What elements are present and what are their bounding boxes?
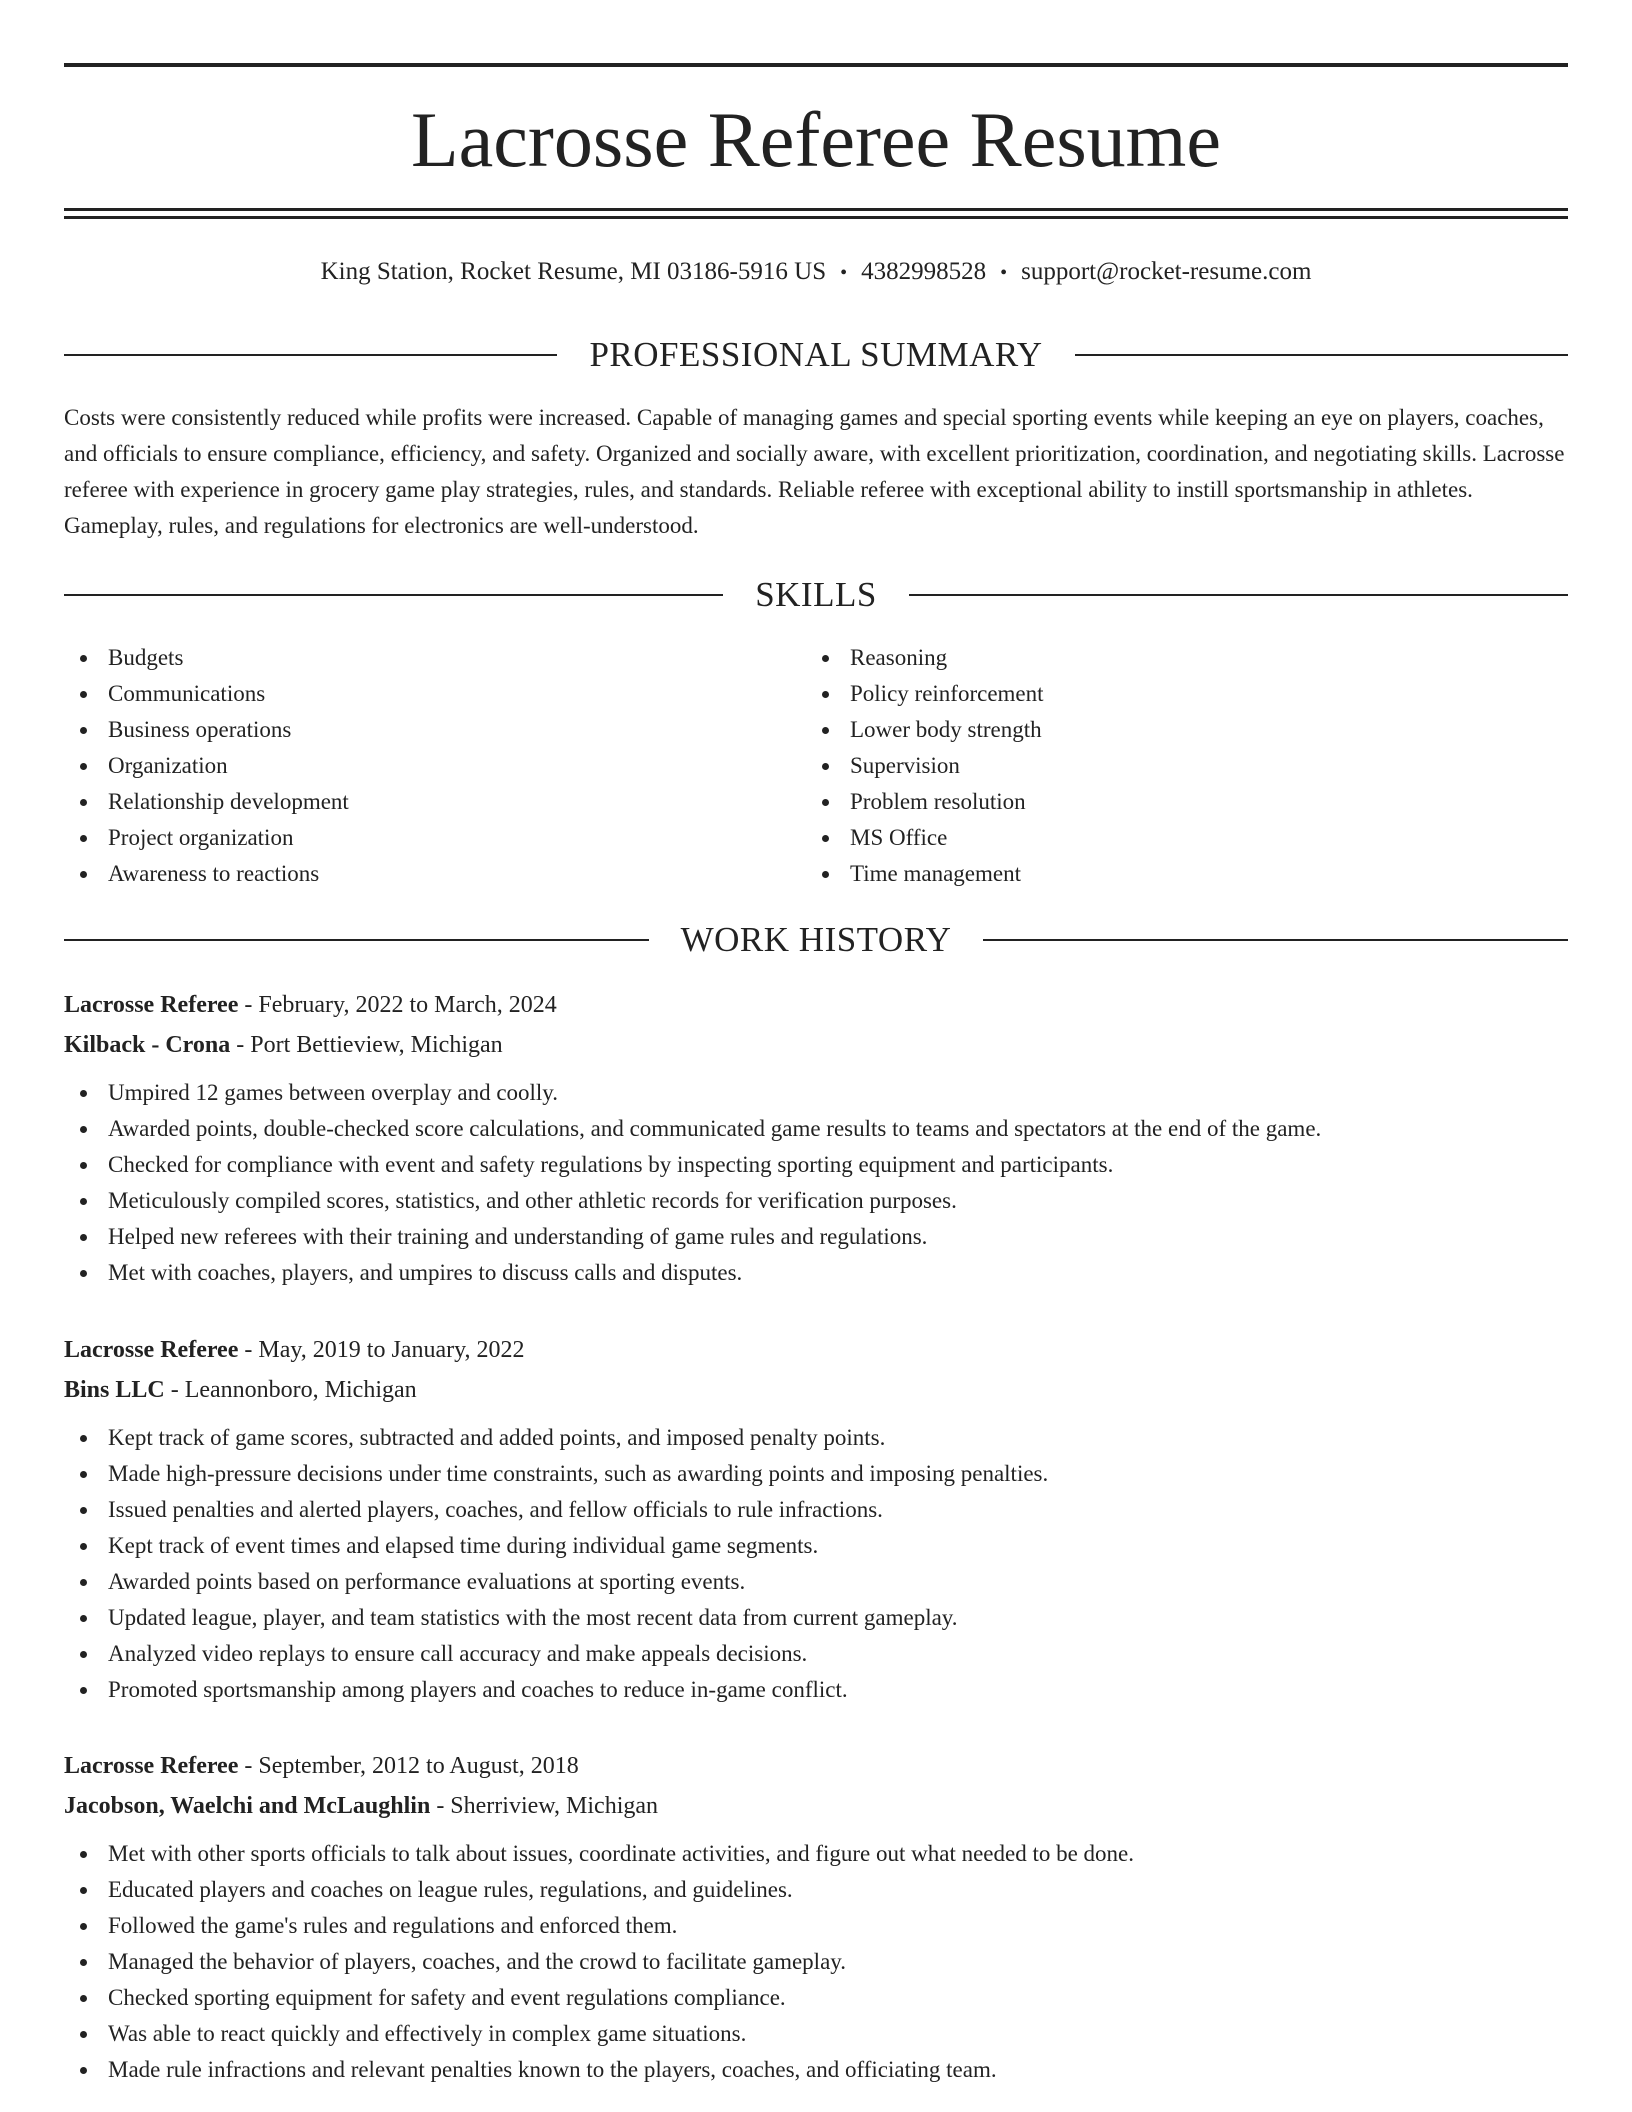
resume-title: Lacrosse Referee Resume	[411, 96, 1221, 183]
job-duty: Checked for compliance with event and safety regulations by inspecting sporting equipment and participants.	[64, 1147, 1568, 1183]
skills-column-right	[806, 640, 1548, 892]
heading-rule-left	[64, 354, 557, 356]
job-duty: Awarded points based on performance evaluations at sporting events.	[64, 1564, 1568, 1600]
job-duty: Analyzed video replays to ensure call accuracy and make appeals decisions.	[64, 1636, 1568, 1672]
skill-item: MS Office	[806, 820, 1548, 856]
summary-heading-label: PROFESSIONAL SUMMARY	[589, 335, 1043, 374]
contact-address: King Station, Rocket Resume, MI 03186-5916 US	[320, 258, 827, 285]
job-entry	[64, 1330, 1568, 1708]
job-duty: Educated players and coaches on league rules, regulations, and guidelines.	[64, 1872, 1568, 1908]
job-title: Lacrosse Referee	[64, 1753, 239, 1779]
contact-line	[64, 254, 1568, 290]
job-entry	[64, 985, 1568, 1291]
job-location: - Sherriview, Michigan	[430, 1793, 659, 1819]
skill-item: Organization	[64, 748, 806, 784]
skill-item: Time management	[806, 856, 1548, 892]
skills-list	[64, 640, 1568, 892]
job-company-line	[64, 1025, 1568, 1065]
job-company-line	[64, 1786, 1568, 1826]
skill-item: Supervision	[806, 748, 1548, 784]
contact-separator: •	[1000, 262, 1008, 284]
skill-item: Lower body strength	[806, 712, 1548, 748]
contact-email: support@rocket-resume.com	[1021, 258, 1312, 285]
job-title: Lacrosse Referee	[64, 992, 239, 1018]
job-duties	[64, 1420, 1568, 1708]
heading-rule-left	[64, 594, 723, 596]
work-history-heading-label: WORK HISTORY	[680, 920, 952, 959]
title-rule-lower	[64, 216, 1568, 219]
job-duty: Managed the behavior of players, coaches, and the crowd to facilitate gameplay.	[64, 1944, 1568, 1980]
job-company-line	[64, 1370, 1568, 1410]
skill-item: Policy reinforcement	[806, 676, 1548, 712]
job-title-line	[64, 985, 1568, 1025]
job-duty: Made rule infractions and relevant penalties known to the players, coaches, and officiating team.	[64, 2052, 1568, 2088]
job-dates: - February, 2022 to March, 2024	[238, 992, 557, 1018]
job-dates: - September, 2012 to August, 2018	[238, 1753, 579, 1779]
job-duty: Meticulously compiled scores, statistics, and other athletic records for verification purposes.	[64, 1183, 1568, 1219]
heading-rule-right	[983, 939, 1568, 941]
skill-item: Reasoning	[806, 640, 1548, 676]
job-title-line	[64, 1746, 1568, 1786]
skill-item: Budgets	[64, 640, 806, 676]
job-duty: Checked sporting equipment for safety and event regulations compliance.	[64, 1980, 1568, 2016]
top-rule	[64, 63, 1568, 67]
job-company: Jacobson, Waelchi and McLaughlin	[64, 1793, 431, 1819]
job-duty: Was able to react quickly and effectively in complex game situations.	[64, 2016, 1568, 2052]
heading-rule-right	[1075, 354, 1568, 356]
job-duties	[64, 1075, 1568, 1291]
job-dates: - May, 2019 to January, 2022	[238, 1337, 525, 1363]
job-duty: Awarded points, double-checked score calculations, and communicated game results to teams and spectators at the end of the game.	[64, 1111, 1568, 1147]
summary-text: Costs were consistently reduced while profits were increased. Capable of managing games and special sporting events while keeping an eye on players, coaches, and officials to ensure compliance, efficiency, and safety. Organized and socially aware, with excellent prioritization, coordination, and negotiating skills. Lacrosse referee with experience in grocery game play strategies, rules, and standards. Reliable referee with exceptional ability to instill sportsmanship in athletes. Gameplay, rules, and regulations for electronics are well-understood.	[64, 405, 1565, 538]
job-duty: Umpired 12 games between overplay and coolly.	[64, 1075, 1568, 1111]
skill-item: Awareness to reactions	[64, 856, 806, 892]
work-history-heading	[64, 918, 1568, 962]
job-duty: Issued penalties and alerted players, coaches, and fellow officials to rule infractions.	[64, 1492, 1568, 1528]
skill-item: Project organization	[64, 820, 806, 856]
heading-rule-left	[64, 939, 649, 941]
job-duty: Made high-pressure decisions under time constraints, such as awarding points and imposing penalties.	[64, 1456, 1568, 1492]
job-company: Kilback - Crona	[64, 1032, 231, 1058]
job-duty: Kept track of event times and elapsed time during individual game segments.	[64, 1528, 1568, 1564]
skill-item: Relationship development	[64, 784, 806, 820]
contact-separator: •	[840, 262, 848, 284]
job-duty: Met with other sports officials to talk about issues, coordinate activities, and figure out what needed to be done.	[64, 1836, 1568, 1872]
skill-item: Communications	[64, 676, 806, 712]
job-duty: Updated league, player, and team statistics with the most recent data from current gameplay.	[64, 1600, 1568, 1636]
job-duty: Followed the game's rules and regulations and enforced them.	[64, 1908, 1568, 1944]
job-location: - Port Bettieview, Michigan	[230, 1032, 503, 1058]
job-duty: Promoted sportsmanship among players and coaches to reduce in-game conflict.	[64, 1672, 1568, 1708]
skills-heading	[64, 573, 1568, 617]
summary-heading	[64, 333, 1568, 377]
job-duty: Met with coaches, players, and umpires to discuss calls and disputes.	[64, 1255, 1568, 1291]
job-entry	[64, 1746, 1568, 2088]
skill-item: Business operations	[64, 712, 806, 748]
skills-column-left	[64, 640, 806, 892]
skills-heading-label: SKILLS	[755, 575, 877, 614]
job-location: - Leannonboro, Michigan	[164, 1377, 417, 1403]
contact-phone: 4382998528	[861, 258, 987, 285]
skill-item: Problem resolution	[806, 784, 1548, 820]
heading-rule-right	[909, 594, 1568, 596]
job-company: Bins LLC	[64, 1377, 165, 1403]
job-title-line	[64, 1330, 1568, 1370]
title-rule-upper	[64, 208, 1568, 211]
job-duty: Helped new referees with their training and understanding of game rules and regulations.	[64, 1219, 1568, 1255]
job-title: Lacrosse Referee	[64, 1337, 239, 1363]
job-duty: Kept track of game scores, subtracted and added points, and imposed penalty points.	[64, 1420, 1568, 1456]
job-duties	[64, 1836, 1568, 2088]
